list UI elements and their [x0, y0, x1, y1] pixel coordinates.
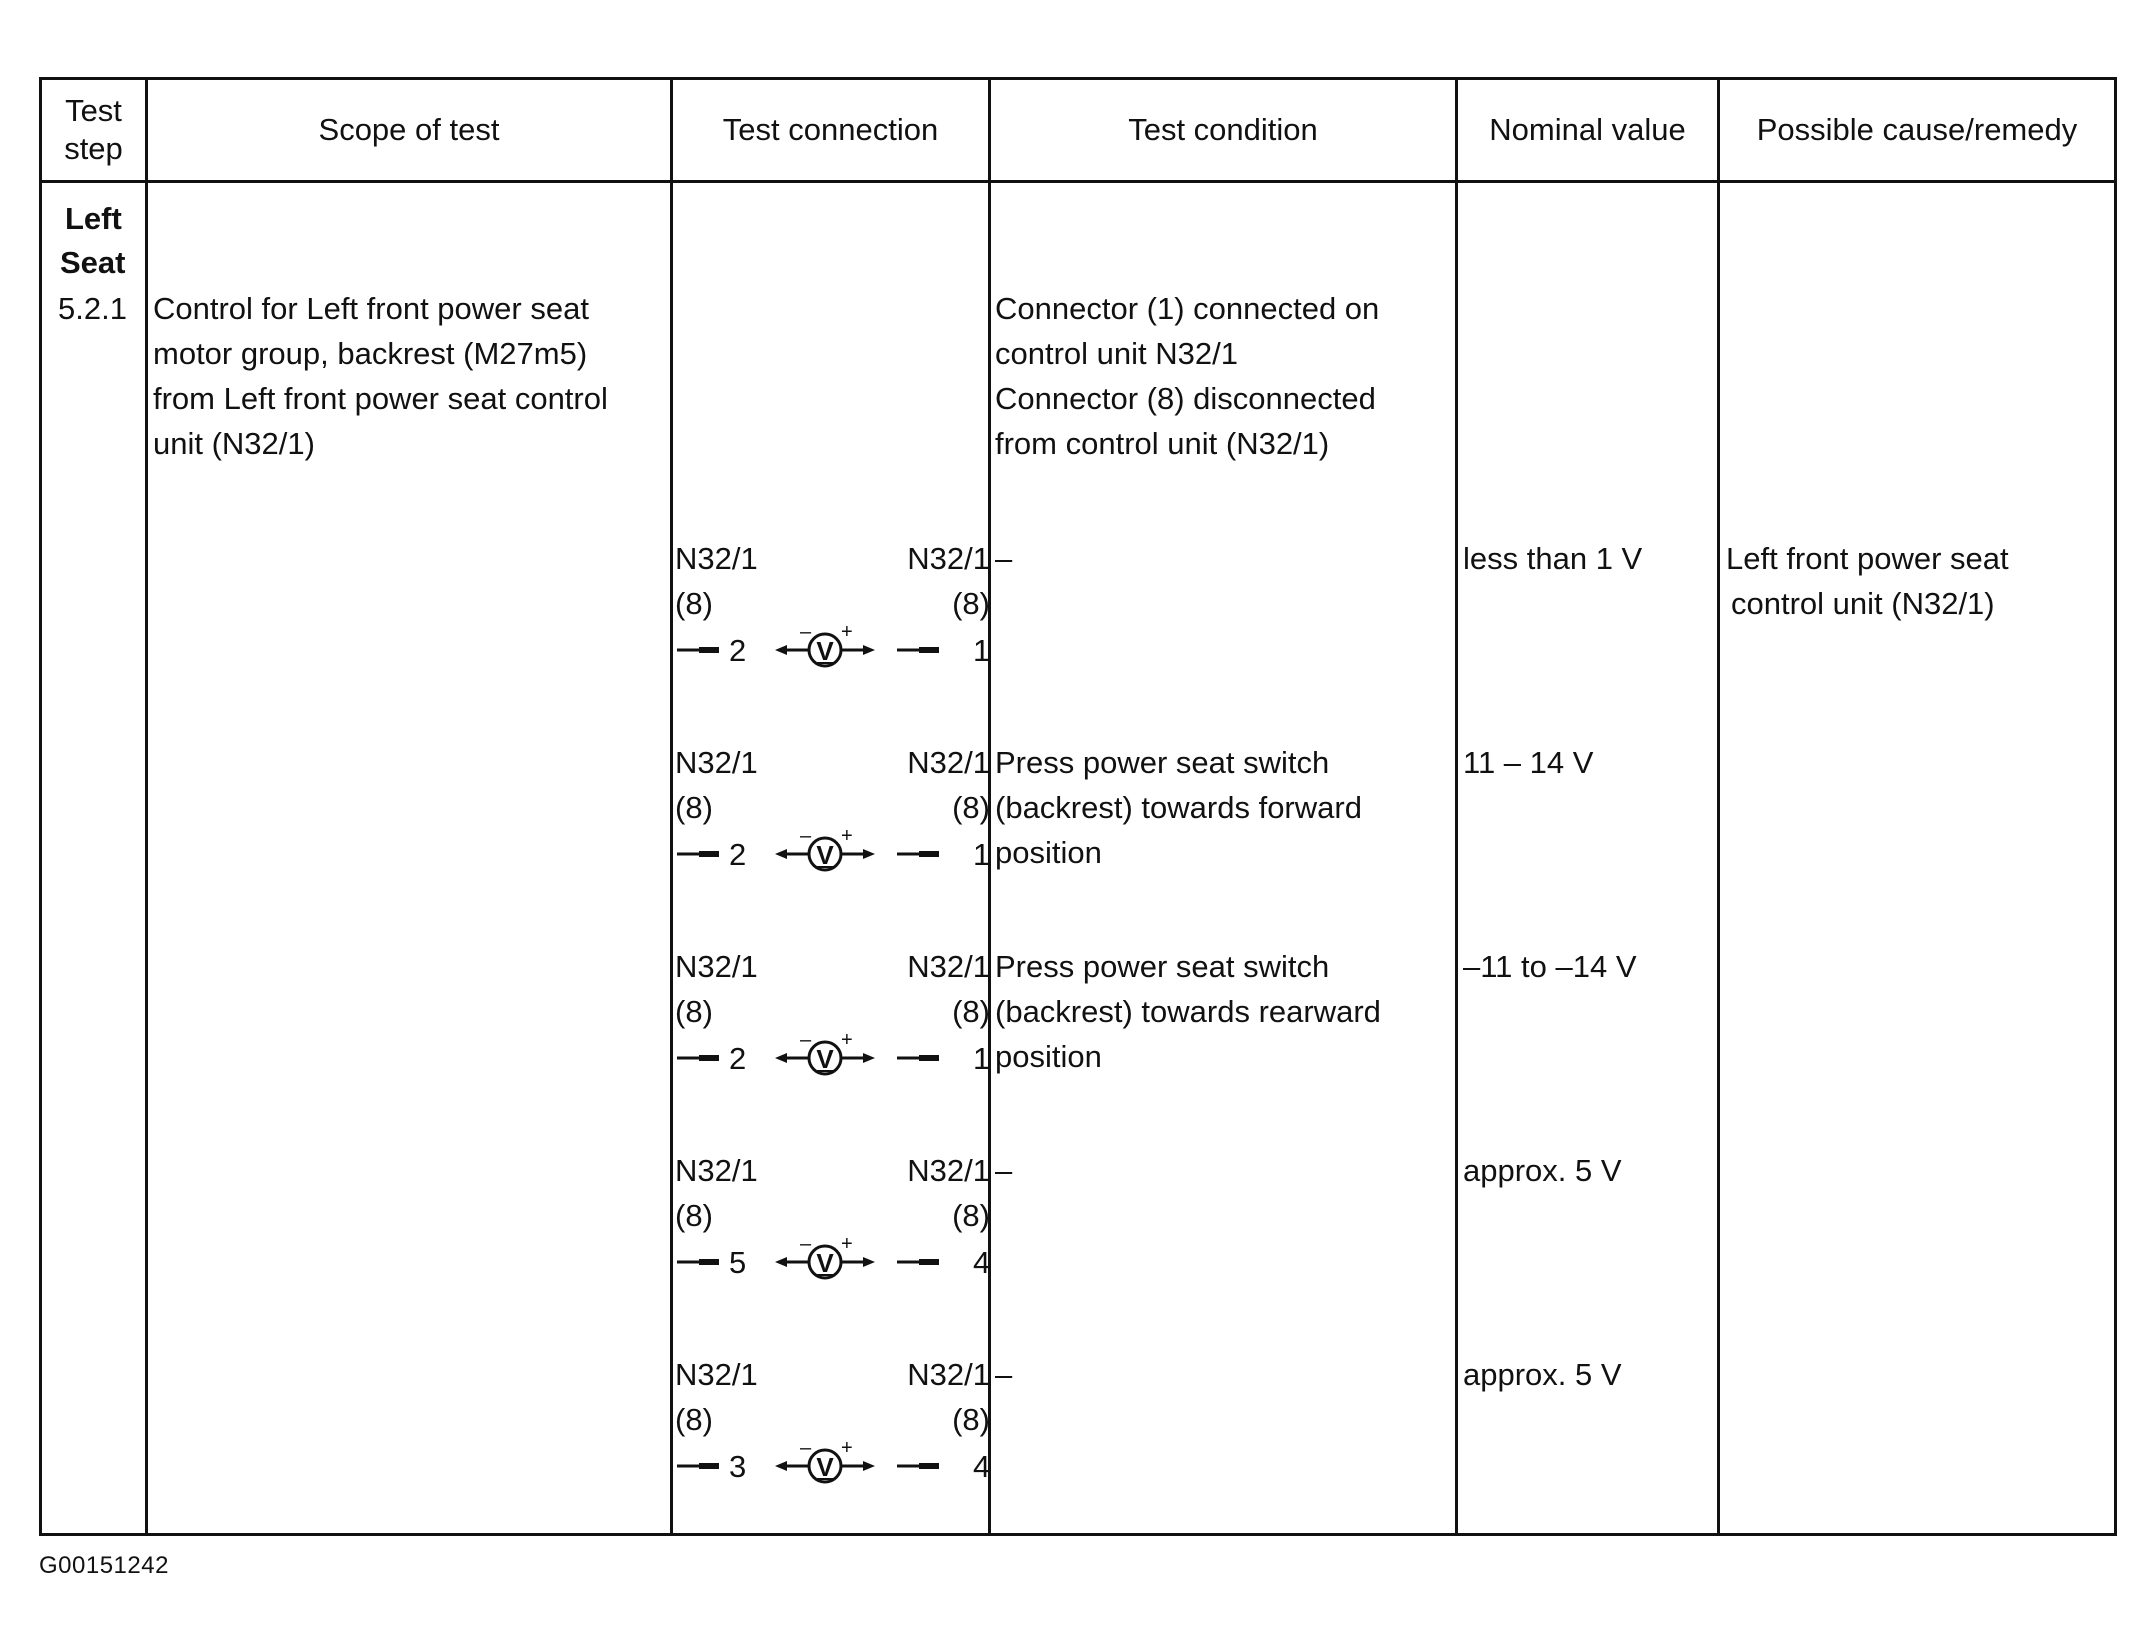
test-connection	[675, 944, 990, 1079]
left-unit: N32/1	[675, 541, 758, 576]
row-condition: Press power seat switch	[995, 949, 1330, 984]
svg-text:–: –	[800, 828, 812, 847]
header-test-step	[42, 80, 145, 180]
svg-text:–: –	[800, 1236, 812, 1255]
figure-id: G00151242	[39, 1552, 169, 1579]
condition-line: from control unit (N32/1)	[995, 426, 1330, 461]
nominal-value: approx. 5 V	[1463, 1153, 1622, 1188]
left-unit: N32/1	[675, 1153, 758, 1188]
row-condition: position	[995, 835, 1102, 870]
nominal-value: 11 – 14 V	[1463, 745, 1594, 780]
svg-text:V: V	[816, 1452, 834, 1482]
left-unit: N32/1	[675, 1357, 758, 1392]
left-pin: 2	[729, 633, 747, 668]
right-pin: 1	[973, 837, 990, 872]
scope-line: from Left front power seat control	[153, 381, 608, 416]
svg-text:+: +	[841, 1032, 853, 1051]
left-pin: 2	[729, 1041, 747, 1076]
test-connection	[675, 1352, 990, 1487]
column-divider	[670, 77, 673, 1536]
section-title-left: Left	[65, 201, 122, 236]
row-condition: –	[995, 1357, 1013, 1392]
svg-text:V: V	[816, 636, 834, 666]
right-connector: (8)	[952, 790, 990, 825]
svg-text:–: –	[800, 624, 812, 643]
column-divider	[1717, 77, 1720, 1536]
right-pin: 1	[973, 1041, 990, 1076]
test-connection	[675, 740, 990, 875]
section-title-seat: Seat	[60, 245, 126, 280]
header-test-step-line2: step	[64, 131, 123, 166]
svg-text:+: +	[841, 1440, 853, 1459]
test-connection	[675, 1148, 990, 1283]
nominal-value: –11 to –14 V	[1463, 949, 1637, 984]
svg-text:V: V	[816, 1044, 834, 1074]
header-cause: Possible cause/remedy	[1756, 112, 2078, 147]
row-condition: (backrest) towards rearward	[995, 994, 1381, 1029]
nominal-value: approx. 5 V	[1463, 1357, 1622, 1392]
right-unit: N32/1	[907, 745, 990, 780]
right-pin: 4	[973, 1245, 990, 1280]
svg-text:V: V	[816, 1248, 834, 1278]
header-scope: Scope of test	[318, 112, 500, 147]
column-divider	[1455, 77, 1458, 1536]
left-connector: (8)	[675, 586, 713, 621]
right-connector: (8)	[952, 586, 990, 621]
right-pin: 4	[973, 1449, 990, 1484]
voltmeter-icon	[675, 1032, 990, 1078]
right-unit: N32/1	[907, 949, 990, 984]
svg-text:V: V	[816, 840, 834, 870]
svg-text:–: –	[800, 1032, 812, 1051]
condition-line: Connector (1) connected on	[995, 291, 1380, 326]
row-condition: (backrest) towards forward	[995, 790, 1362, 825]
left-connector: (8)	[675, 1198, 713, 1233]
voltmeter-icon	[675, 624, 990, 670]
right-connector: (8)	[952, 1402, 990, 1437]
scope-line: motor group, backrest (M27m5)	[153, 336, 588, 371]
svg-text:–: –	[800, 1440, 812, 1459]
header-nominal: Nominal value	[1489, 112, 1686, 147]
left-connector: (8)	[675, 1402, 713, 1437]
condition-line: Connector (8) disconnected	[995, 381, 1376, 416]
voltmeter-icon	[675, 1440, 990, 1486]
right-unit: N32/1	[907, 541, 990, 576]
svg-text:+: +	[841, 828, 853, 847]
right-connector: (8)	[952, 994, 990, 1029]
svg-text:+: +	[841, 1236, 853, 1255]
cause-line: control unit (N32/1)	[1731, 586, 1995, 621]
row-condition: Press power seat switch	[995, 745, 1330, 780]
right-connector: (8)	[952, 1198, 990, 1233]
row-condition: position	[995, 1039, 1102, 1074]
cause-line: Left front power seat	[1726, 541, 2009, 576]
header-connection: Test connection	[722, 112, 939, 147]
right-unit: N32/1	[907, 1357, 990, 1392]
row-condition: –	[995, 1153, 1013, 1188]
left-connector: (8)	[675, 994, 713, 1029]
voltmeter-icon	[675, 828, 990, 874]
right-unit: N32/1	[907, 1153, 990, 1188]
header-condition: Test condition	[1128, 112, 1318, 147]
row-condition: –	[995, 541, 1013, 576]
left-pin: 2	[729, 837, 747, 872]
left-pin: 5	[729, 1245, 747, 1280]
right-pin: 1	[973, 633, 990, 668]
condition-line: control unit N32/1	[995, 336, 1238, 371]
svg-text:+: +	[841, 624, 853, 643]
left-pin: 3	[729, 1449, 747, 1484]
nominal-value: less than 1 V	[1463, 541, 1643, 576]
column-divider	[145, 77, 148, 1536]
header-test-step-line1: Test	[65, 93, 122, 128]
left-unit: N32/1	[675, 949, 758, 984]
test-connection	[675, 536, 990, 671]
scope-line: Control for Left front power seat	[153, 291, 589, 326]
step-number: 5.2.1	[58, 291, 127, 326]
left-connector: (8)	[675, 790, 713, 825]
scope-line: unit (N32/1)	[153, 426, 315, 461]
header-divider	[39, 180, 2117, 183]
left-unit: N32/1	[675, 745, 758, 780]
voltmeter-icon	[675, 1236, 990, 1282]
